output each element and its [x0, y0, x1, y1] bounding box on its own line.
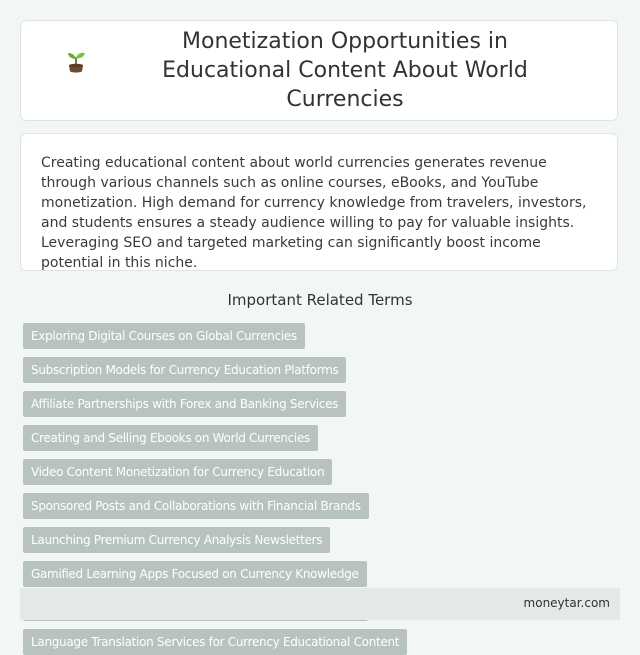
related-term-tag[interactable]: Gamified Learning Apps Focused on Currency Knowledge	[23, 561, 367, 587]
related-terms-heading: Important Related Terms	[227, 291, 413, 309]
related-term-tag[interactable]: Video Content Monetization for Currency Education	[23, 459, 332, 485]
related-term-tag[interactable]: Sponsored Posts and Collaborations with Financial Brands	[23, 493, 369, 519]
footer	[20, 588, 620, 620]
related-term-tag[interactable]: Creating and Selling Ebooks on World Currencies	[23, 425, 318, 451]
title-card	[20, 20, 618, 121]
related-term-tag[interactable]: Subscription Models for Currency Education Platforms	[23, 357, 346, 383]
related-term-tag[interactable]: Exploring Digital Courses on Global Currencies	[23, 323, 305, 349]
page-title: Monetization Opportunities in Educational Content About World Currencies	[162, 29, 528, 112]
footer-site-link[interactable]: moneytar.com	[523, 596, 610, 610]
sprout-icon	[63, 49, 89, 75]
summary-paragraph: Creating educational content about world currencies generates revenue through various channels such as online courses, eBooks, and YouTube monetization. High demand for currency knowledge from travelers, investors, and students ensures a steady audience willing to pay for valuable insights. Leveraging SEO and targeted marketing can significantly boost income potential in this niche.	[41, 155, 587, 271]
related-term-tag[interactable]: Affiliate Partnerships with Forex and Banking Services	[23, 391, 346, 417]
summary-card	[20, 133, 618, 271]
related-term-tag[interactable]: Language Translation Services for Currency Educational Content	[23, 629, 407, 655]
related-term-tag[interactable]: Launching Premium Currency Analysis Newsletters	[23, 527, 330, 553]
